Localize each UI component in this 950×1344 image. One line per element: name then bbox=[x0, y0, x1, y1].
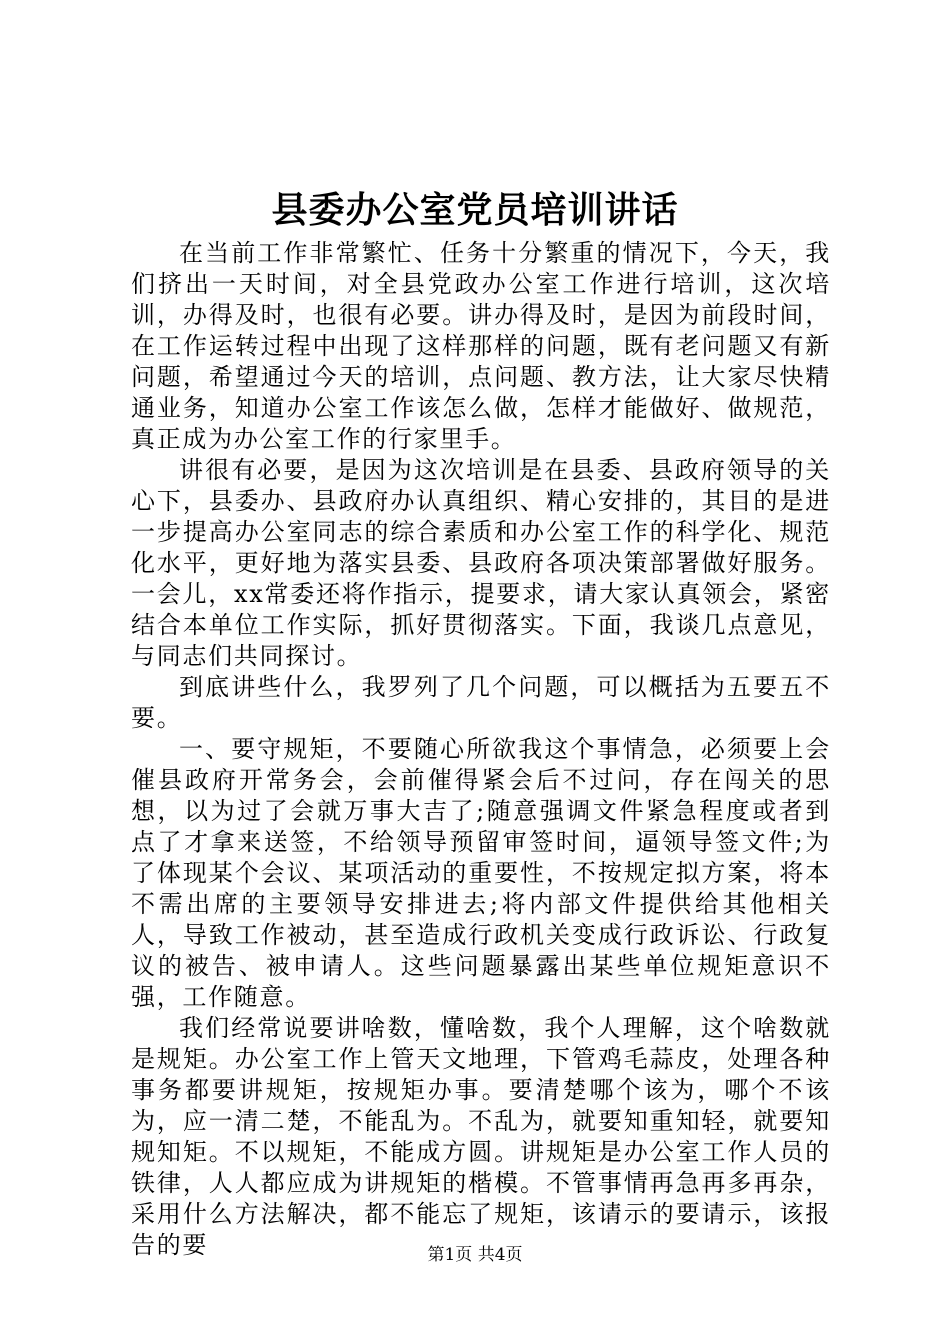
page-footer: 第1页 共4页 bbox=[427, 1245, 523, 1265]
paragraph-5: 我们经常说要讲啥数，懂啥数，我个人理解，这个啥数就是规矩。办公室工作上管天文地理，下管鸡毛蒜皮，处理各种事务都要讲规矩，按规矩办事。要清楚哪个该为，哪个不该为，应一清二楚，不能乱为。不乱为，就要知重知轻，就要知规知矩。不以规矩，不能成方圆。讲规矩是办公室工作人员的铁律，人人都应成为讲规矩的楷模。不管事情再急再多再杂，采用什么方法解决，都不能忘了规矩，该请示的要请示，该报告的要 bbox=[131, 1014, 831, 1259]
paragraph-1: 在当前工作非常繁忙、任务十分繁重的情况下，今天，我们挤出一天时间，对全县党政办公室工作进行培训，这次培训，办得及时，也很有必要。讲办得及时，是因为前段时间，在工作运转过程中出现了这样那样的问题，既有老问题又有新问题，希望通过今天的培训，点问题、教方法，让大家尽快精通业务，知道办公室工作该怎么做，怎样才能做好、做规范，真正成为办公室工作的行家里手。 bbox=[131, 239, 831, 453]
paragraph-2: 讲很有必要，是因为这次培训是在县委、县政府领导的关心下，县委办、县政府办认真组织、精心安排的，其目的是进一步提高办公室同志的综合素质和办公室工作的科学化、规范化水平，更好地为落实县委、县政府各项决策部署做好服务。一会儿，xx常委还将作指示，提要求，请大家认真领会，紧密结合本单位工作实际，抓好贯彻落实。下面，我谈几点意见，与同志们共同探讨。 bbox=[131, 456, 831, 670]
document-body bbox=[131, 238, 831, 1261]
paragraph-3: 到底讲些什么，我罗列了几个问题，可以概括为五要五不要。 bbox=[131, 673, 831, 732]
paragraph-4: 一、要守规矩，不要随心所欲我这个事情急，必须要上会催县政府开常务会，会前催得紧会后不过问，存在闯关的思想，以为过了会就万事大吉了;随意强调文件紧急程度或者到点了才拿来送签，不给领导预留审签时间，逼领导签文件;为了体现某个会议、某项活动的重要性，不按规定拟方案，将本不需出席的主要领导安排进去;将内部文件提供给其他相关人，导致工作被动，甚至造成行政机关变成行政诉讼、行政复议的被告、被申请人。这些问题暴露出某些单位规矩意识不强，工作随意。 bbox=[131, 735, 831, 1011]
document-title: 县委办公室党员培训讲话 bbox=[271, 189, 679, 231]
